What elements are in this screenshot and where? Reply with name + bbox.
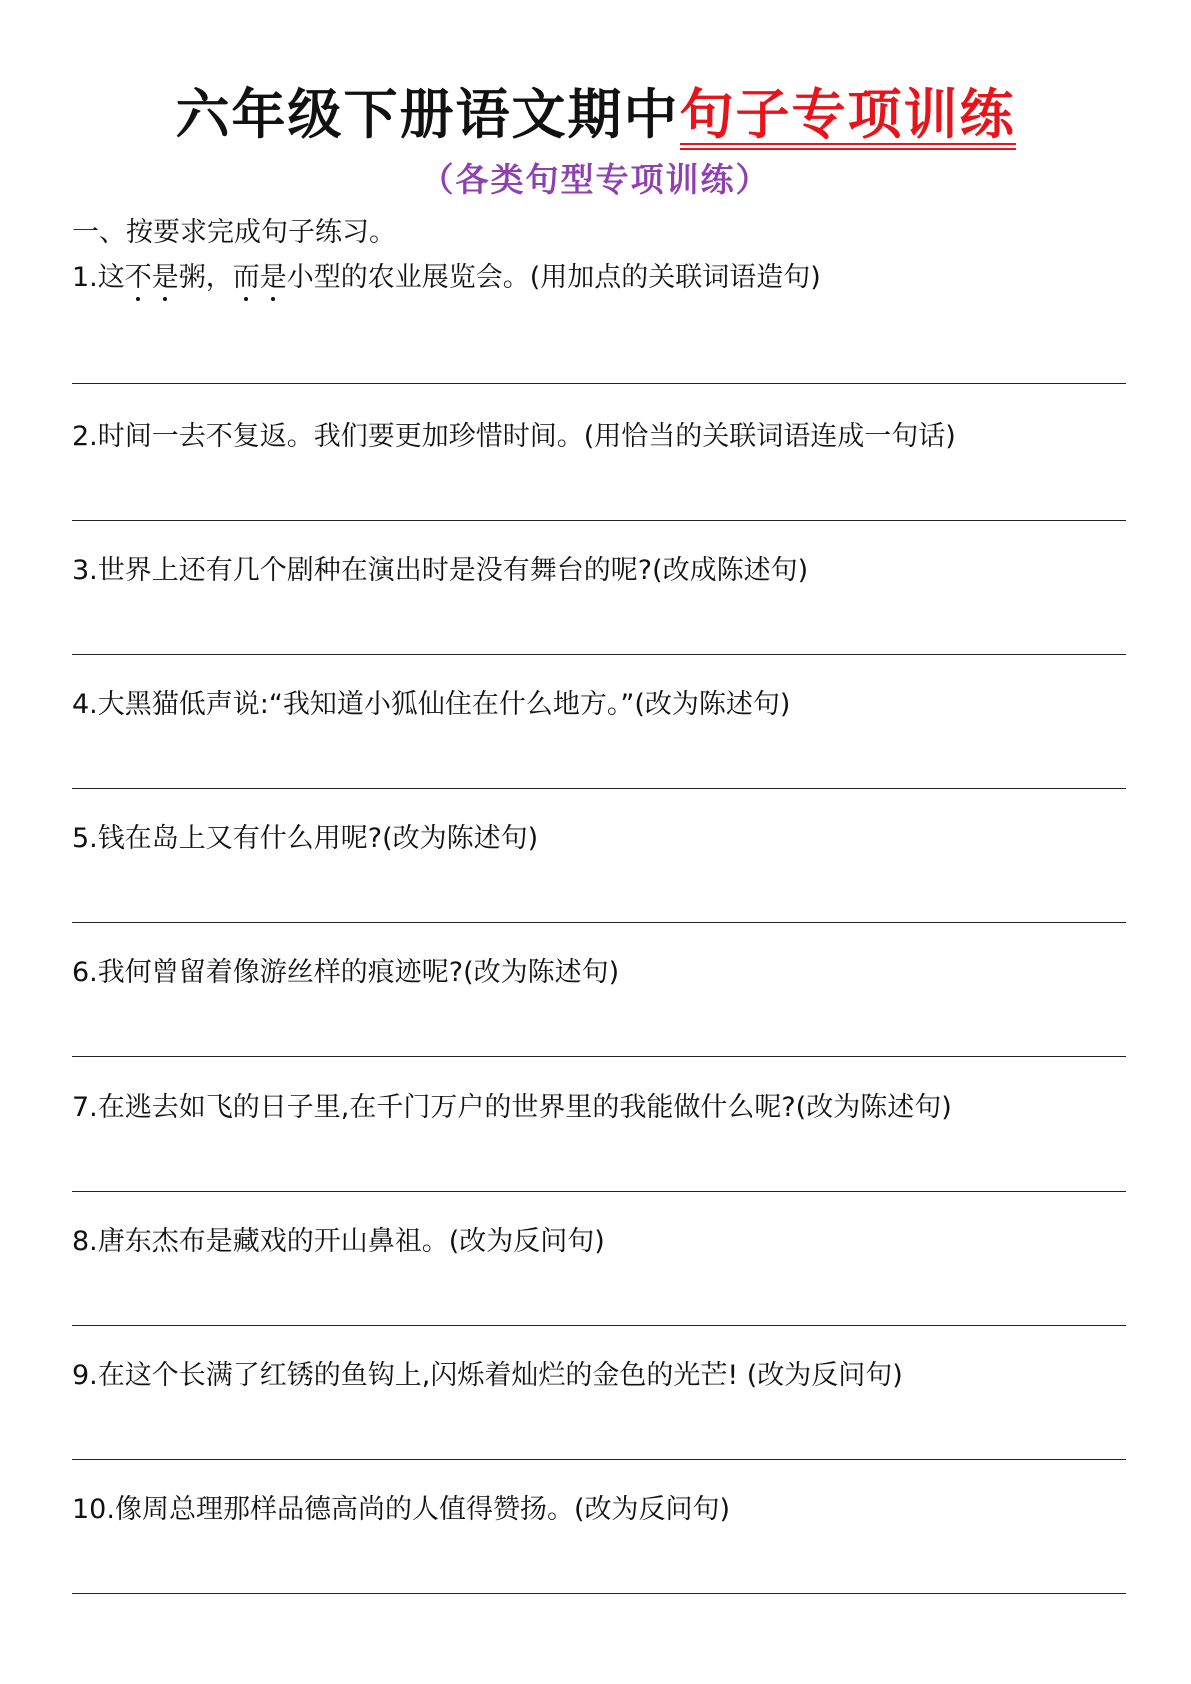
page-title: [0, 80, 1191, 150]
answer-line-2[interactable]: [72, 520, 1126, 521]
emphasis-word-3: 而: [233, 259, 260, 297]
question-1-middle: 粥，: [178, 262, 233, 293]
answer-line-8[interactable]: [72, 1325, 1126, 1326]
answer-line-7[interactable]: [72, 1191, 1126, 1192]
answer-line-1[interactable]: [72, 383, 1126, 384]
answer-line-3[interactable]: [72, 654, 1126, 655]
emphasis-word-2: 是: [152, 259, 179, 297]
answer-line-6[interactable]: [72, 1056, 1126, 1057]
question-10: 10.像周总理那样品德高尚的人值得赞扬。(改为反问句): [72, 1494, 731, 1525]
emphasis-word-1: 不: [125, 259, 152, 297]
question-3: 3.世界上还有几个剧种在演出时是没有舞台的呢?(改成陈述句): [72, 555, 809, 586]
question-7: 7.在逃去如飞的日子里,在千门万户的世界里的我能做什么呢?(改为陈述句): [72, 1092, 952, 1123]
answer-line-9[interactable]: [72, 1459, 1126, 1460]
question-1-suffix: 小型的农业展览会。(用加点的关联词语造句): [286, 262, 821, 293]
question-2: 2.时间一去不复返。我们要更加珍惜时间。(用恰当的关联词语连成一句话): [72, 421, 956, 452]
question-8: 8.唐东杰布是藏戏的开山鼻祖。(改为反问句): [72, 1226, 605, 1257]
answer-line-10[interactable]: [72, 1593, 1126, 1594]
answer-line-5[interactable]: [72, 922, 1126, 923]
answer-line-4[interactable]: [72, 788, 1126, 789]
question-4: 4.大黑猫低声说:“我知道小狐仙住在什么地方。”(改为陈述句): [72, 689, 791, 720]
question-1: [72, 259, 821, 297]
page-subtitle: （各类句型专项训练）: [420, 160, 771, 199]
question-5: 5.钱在岛上又有什么用呢?(改为陈述句): [72, 823, 539, 854]
section-heading: 一、按要求完成句子练习。: [72, 217, 396, 248]
question-1-prefix: 1.这: [72, 262, 125, 293]
title-main: 六年级下册语文期中: [175, 83, 680, 146]
question-6: 6.我何曾留着像游丝样的痕迹呢?(改为陈述句): [72, 957, 620, 988]
emphasis-word-4: 是: [260, 259, 287, 297]
question-9: 9.在这个长满了红锈的鱼钩上,闪烁着灿烂的金色的光芒! (改为反问句): [72, 1360, 903, 1391]
title-highlight: 句子专项训练: [680, 80, 1016, 150]
